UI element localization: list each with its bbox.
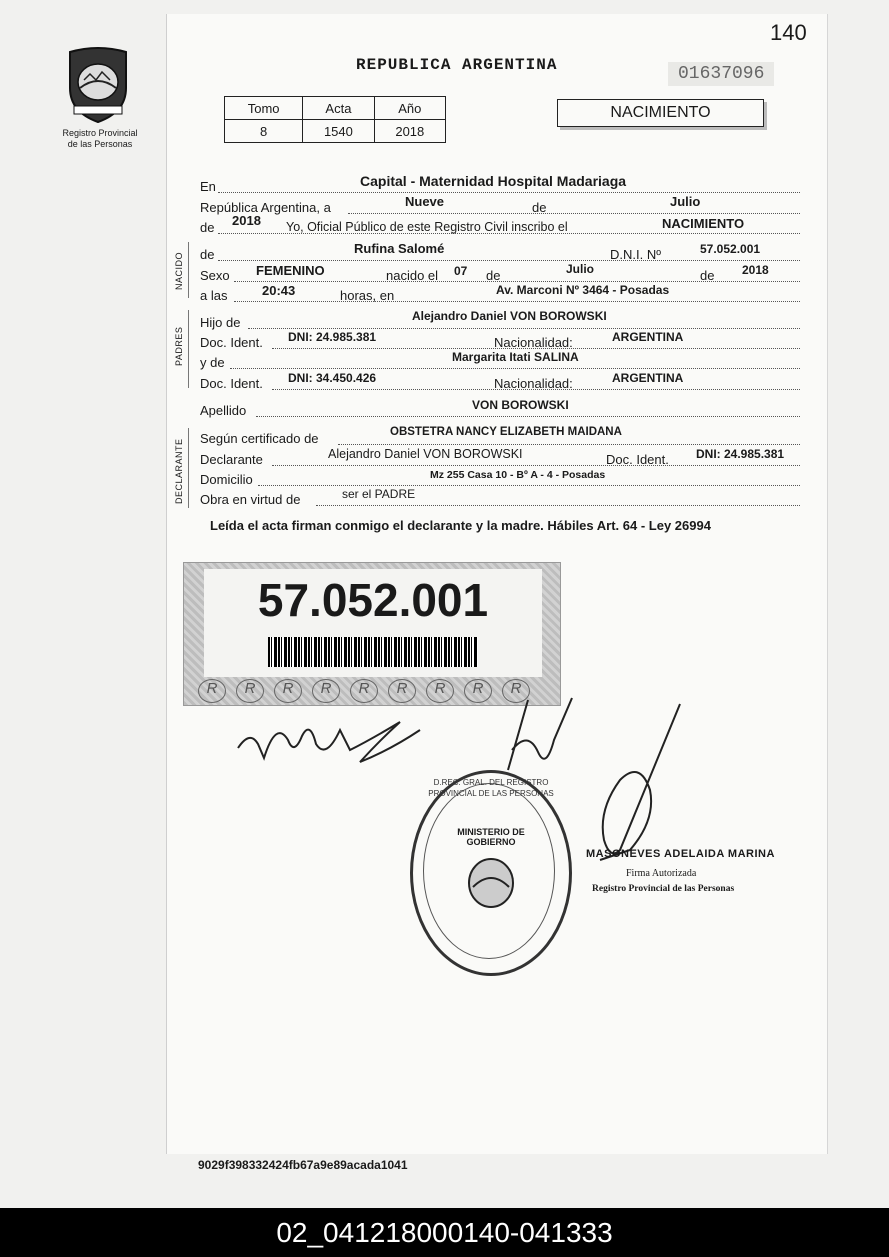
padres-section-label: PADRES [174, 326, 184, 366]
pattern-letter: R [198, 679, 226, 703]
nacido-el-label: nacido el [386, 268, 439, 283]
closing-text: Leída el acta firman conmigo el declarante y la madre. Hábiles Art. 64 - Ley 26994 [210, 518, 711, 533]
child-dni: 57.052.001 [700, 242, 761, 256]
day-word: Nueve [405, 194, 445, 209]
oficial-text: Yo, Oficial Público de este Registro Civil inscribo el [286, 220, 568, 234]
declarante-doc-label: Doc. Ident. [606, 452, 669, 467]
stamp-ring-text: D.REC. GRAL. DEL REGISTRO PROVINCIAL DE LAS PERSONAS [428, 778, 554, 798]
tomo-value: 8 [225, 120, 303, 143]
birth-day: 07 [454, 264, 468, 278]
year-value: 2018 [232, 213, 261, 228]
de-label: de [532, 200, 547, 215]
month-word: Julio [670, 194, 701, 209]
official-name: MASONEVES ADELAIDA MARINA [586, 848, 775, 860]
pattern-letter: R [312, 679, 340, 703]
pattern-letter: R [388, 679, 416, 703]
tomo-header: Tomo [225, 97, 303, 120]
declarante-doc: DNI: 24.985.381 [696, 447, 785, 461]
father-nationality: ARGENTINA [612, 330, 684, 344]
nacido-de-label: de [200, 247, 215, 262]
tomo-acta-anio-table [224, 96, 446, 143]
official-stamp [410, 770, 572, 976]
declarante-section-label: DECLARANTE [174, 438, 184, 504]
horas-label: horas, en [340, 288, 395, 303]
mother-nationality: ARGENTINA [612, 371, 684, 385]
apellido-label: Apellido [200, 403, 247, 418]
obra-label: Obra en virtud de [200, 492, 301, 507]
father-doc-label: Doc. Ident. [200, 335, 263, 350]
mother-nat-label: Nacionalidad: [494, 376, 573, 391]
official-signature [570, 700, 700, 870]
stamp-crest-icon [465, 855, 517, 911]
sticker-number: 57.052.001 [257, 574, 489, 626]
province-coat-of-arms-icon [62, 44, 134, 124]
pattern-letter: R [426, 679, 454, 703]
pattern-letter: R [274, 679, 302, 703]
record-type-box: NACIMIENTO [557, 99, 764, 127]
cert-value: OBSTETRA NANCY ELIZABETH MAIDANA [390, 426, 622, 438]
birth-month: Julio [566, 262, 595, 276]
hijo-de-label: Hijo de [200, 315, 241, 330]
father-name: Alejandro Daniel VON BOROWSKI [412, 309, 607, 323]
apellido-value: VON BOROWSKI [472, 398, 569, 412]
province-logo [62, 44, 134, 124]
anio-value: 2018 [374, 120, 445, 143]
dni-label: D.N.I. Nº [610, 247, 661, 262]
official-role: Firma Autorizada [626, 868, 697, 879]
obra-value: ser el PADRE [342, 487, 416, 501]
y-de-label: y de [200, 355, 225, 370]
domicilio-value: Mz 255 Casa 10 - Bº A - 4 - Posadas [430, 469, 606, 481]
registry-caption-1: Registro Provincial [62, 128, 138, 138]
file-id-bar: 02_041218000140-041333 [0, 1208, 889, 1257]
document-hash: 9029f398332424fb67a9e89acada1041 [198, 1158, 408, 1172]
acta-value: 1540 [303, 120, 374, 143]
pattern-letter: R [236, 679, 264, 703]
document-title: REPUBLICA ARGENTINA [356, 56, 558, 74]
sexo-value: FEMENINO [256, 263, 325, 278]
de-label-2: de [200, 220, 215, 235]
cert-label: Según certificado de [200, 431, 319, 446]
en-label: En [200, 179, 216, 194]
declarant-signature [230, 700, 440, 780]
id-sticker [183, 562, 561, 706]
republica-label: República Argentina, a [200, 200, 331, 215]
pattern-letter: R [464, 679, 492, 703]
declarante-name: Alejandro Daniel VON BOROWSKI [328, 447, 523, 461]
pattern-letter: R [350, 679, 378, 703]
sexo-label: Sexo [200, 268, 230, 283]
father-doc: DNI: 24.985.381 [288, 330, 377, 344]
mother-name: Margarita Itati SALINA [452, 350, 579, 364]
alas-label: a las [200, 288, 228, 303]
stamp-inner-text: MINISTERIO DE GOBIERNO [457, 827, 525, 847]
child-name: Rufina Salomé [354, 241, 445, 256]
birth-de-1: de [486, 268, 501, 283]
domicilio-label: Domicilio [200, 472, 253, 487]
official-org: Registro Provincial de las Personas [592, 884, 735, 894]
mother-doc: DNI: 34.450.426 [288, 371, 377, 385]
declarante-label: Declarante [200, 452, 263, 467]
birth-de-2: de [700, 268, 715, 283]
pattern-letter: R [502, 679, 530, 703]
mother-doc-label: Doc. Ident. [200, 376, 263, 391]
birth-address: Av. Marconi Nº 3464 - Posadas [496, 283, 670, 297]
father-nat-label: Nacionalidad: [494, 335, 573, 350]
inscribe-type: NACIMIENTO [662, 216, 745, 231]
sticker-barcode [268, 637, 478, 667]
nacido-section-label: NACIDO [174, 251, 184, 290]
serial-number: 01637096 [668, 62, 774, 86]
registry-caption-2: de las Personas [67, 139, 133, 149]
acta-header: Acta [303, 97, 374, 120]
birth-year: 2018 [742, 263, 769, 277]
birth-time: 20:43 [262, 283, 296, 298]
place-value: Capital - Maternidad Hospital Madariaga [360, 173, 627, 189]
page-number: 140 [770, 20, 807, 45]
anio-header: Año [374, 97, 445, 120]
